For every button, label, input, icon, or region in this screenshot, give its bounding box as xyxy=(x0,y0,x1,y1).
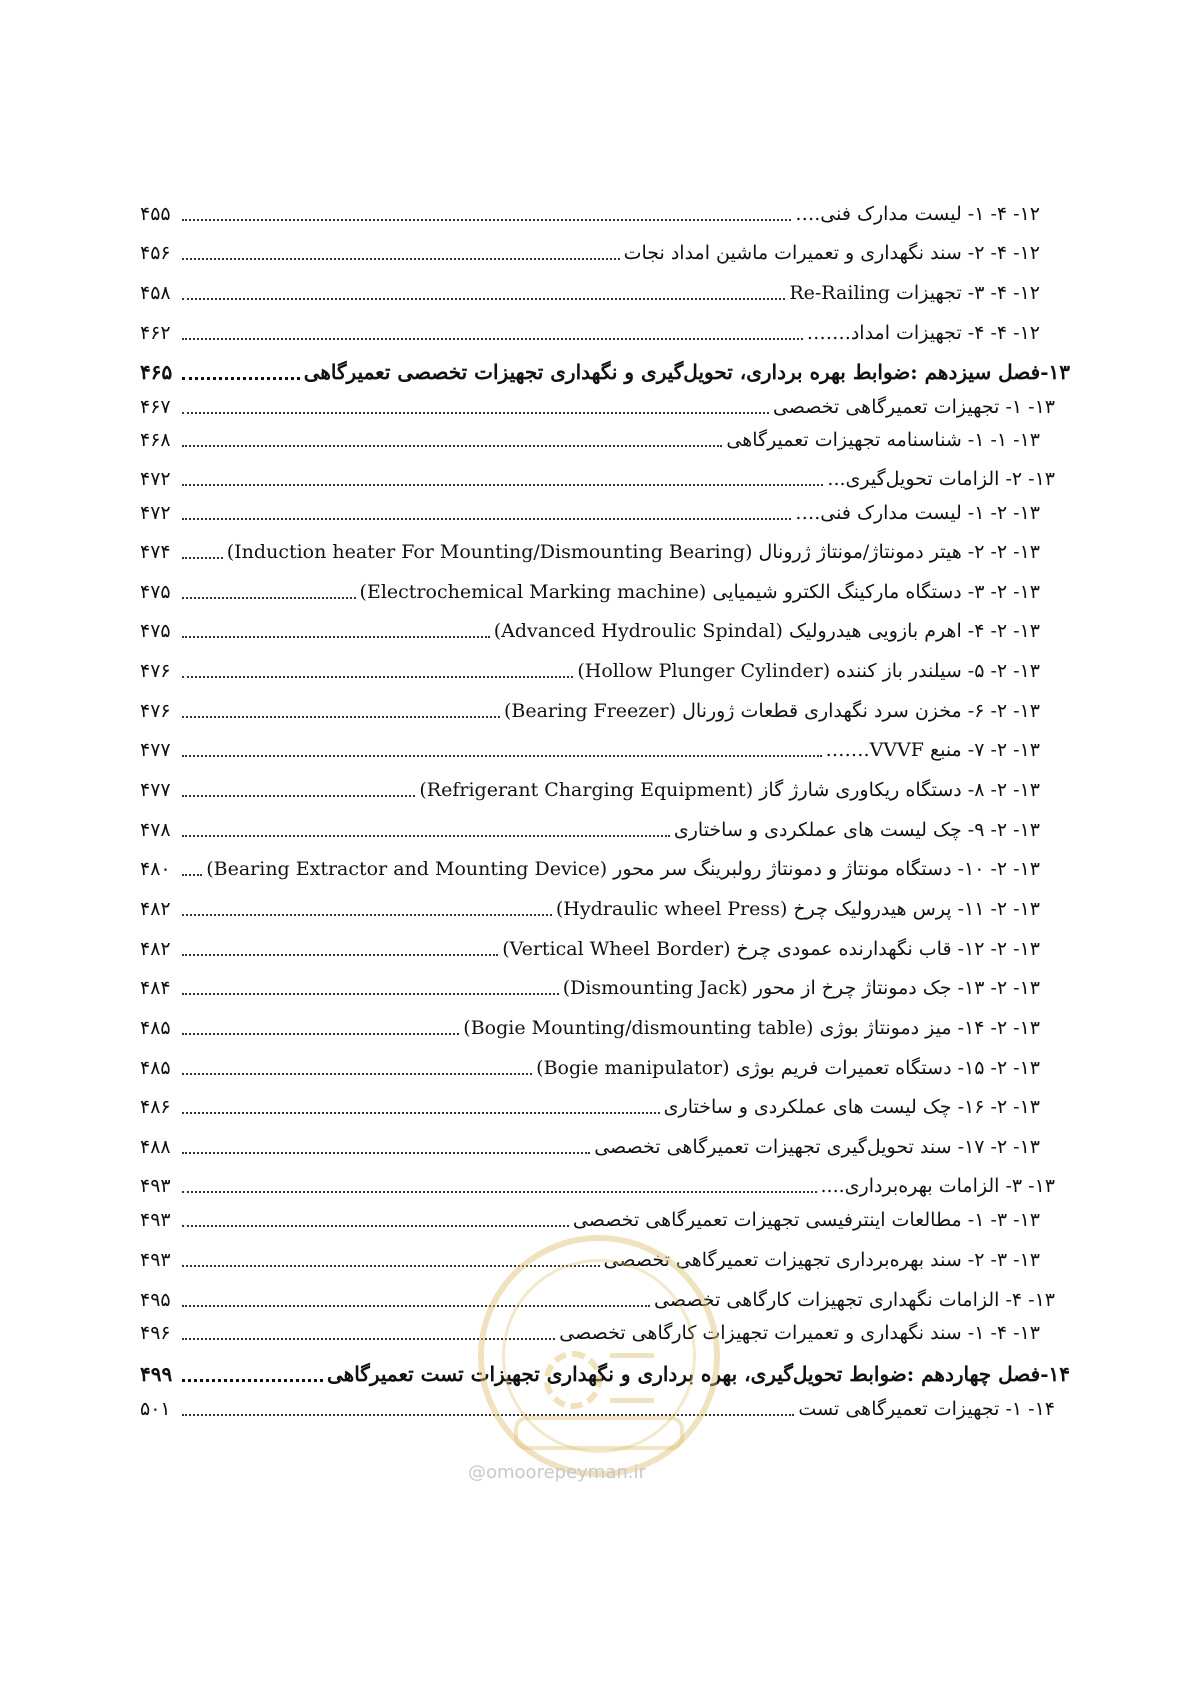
toc-page-number: ۴۷۷ xyxy=(140,739,171,761)
toc-entry-title: ۱۳- ۲- ۱۲- قاب نگهدارنده عمودی چرخ (Vertical Wheel Border) xyxy=(502,938,1040,960)
watermark-url: @omoorepeyman.ir xyxy=(468,1462,646,1483)
toc-entry-title: ۱۳- ۳- ۲- سند بهره‌برداری تجهیزات تعمیرگاهی تخصصی xyxy=(603,1249,1040,1271)
toc-entry-title: ۱۳- ۲- ۱۳- جک دمونتاژ چرخ از محور (Dismounting Jack) xyxy=(562,977,1040,999)
toc-row[interactable] xyxy=(140,1203,1040,1237)
dot-leader xyxy=(182,412,769,414)
toc-entry-title: ۱۲- ۴- ۴- تجهیزات امداد.…… xyxy=(806,322,1040,344)
toc-page-number: ۴۹۳ xyxy=(140,1175,171,1197)
toc-entry-title: ۱۳- ۲- ۱۱- پرس هیدرولیک چرخ (Hydraulic wheel Press) xyxy=(555,898,1040,920)
dot-leader xyxy=(182,377,300,380)
toc-entry-title: ۱۳- ۲- ۱۵- دستگاه تعمیرات فریم بوژی (Bogie manipulator) xyxy=(536,1057,1040,1079)
toc-entry-title: ۱۳- ۲- ۷- منبع VVVF.…… xyxy=(825,739,1040,761)
toc-page-number: ۴۵۸ xyxy=(140,282,171,304)
toc-row[interactable] xyxy=(140,1051,1040,1085)
toc-row[interactable] xyxy=(140,535,1040,569)
toc-page-number: ۴۷۶ xyxy=(140,660,171,682)
toc-page-number: ۴۹۵ xyxy=(140,1289,171,1311)
toc-entry-title: ۱۲- ۴- ۲- سند نگهداری و تعمیرات ماشین امداد نجات xyxy=(623,242,1040,264)
toc-row[interactable] xyxy=(140,496,1040,530)
dot-leader xyxy=(182,557,223,559)
toc-page-number: ۴۶۲ xyxy=(140,322,171,344)
toc-entry-title: ۱۴- ۱- تجهیزات تعمیرگاهی تست xyxy=(798,1398,1055,1420)
toc-row[interactable] xyxy=(140,733,1040,767)
toc-row[interactable] xyxy=(140,1283,1055,1317)
dot-leader xyxy=(182,1073,532,1075)
toc-entry-title: ۱۳- ۲- ۵- سیلندر باز کننده (Hollow Plunger Cylinder) xyxy=(577,660,1040,682)
toc-entry-title: ۱۳- ۲- ۲- هیتر دمونتاژ/مونتاژ ژرونال (Induction heater For Mounting/Dismounting Bearing) xyxy=(226,541,1040,563)
toc-row[interactable] xyxy=(140,694,1040,728)
toc-entry-title: ۱۳- ۱- ۱- شناسنامه تجهیزات تعمیرگاهی xyxy=(726,429,1040,451)
dot-leader xyxy=(182,1152,590,1154)
toc-page-number: ۴۶۸ xyxy=(140,429,171,451)
toc-row[interactable] xyxy=(140,236,1040,270)
toc-page-number: ۴۹۶ xyxy=(140,1322,171,1344)
toc-chapter-row[interactable] xyxy=(140,1357,1070,1391)
toc-entry-title: ۱۳- ۲- ۱۶- چک لیست های عملکردی و ساختاری xyxy=(663,1096,1040,1118)
toc-page-number: ۴۷۲ xyxy=(140,502,171,524)
toc-row[interactable] xyxy=(140,276,1040,310)
toc-page-number: ۴۷۵ xyxy=(140,620,171,642)
toc-entry-title: ۱۳- ۱- تجهیزات تعمیرگاهی تخصصی xyxy=(772,396,1055,418)
toc-row[interactable] xyxy=(140,1130,1040,1164)
toc-entry-title: ۱۳- ۲- ۶- مخزن سرد نگهداری قطعات ژورنال (Bearing Freezer) xyxy=(503,700,1040,722)
toc-page-number: ۴۷۶ xyxy=(140,700,171,722)
toc-row[interactable] xyxy=(140,316,1040,350)
toc-entry-title: ۱۲- ۴- ۳- تجهیزات Re-Railing xyxy=(789,282,1040,304)
toc-entry-title: ۱۳- ۳- ۱- مطالعات اینترفیسی تجهیزات تعمیرگاهی تخصصی xyxy=(572,1209,1040,1231)
dot-leader xyxy=(182,445,722,447)
toc-row[interactable] xyxy=(140,1011,1040,1045)
toc-page-number: ۴۷۲ xyxy=(140,468,171,490)
dot-leader xyxy=(182,716,500,718)
dot-leader xyxy=(182,258,620,260)
toc-page-number: ۴۸۲ xyxy=(140,938,171,960)
dot-leader xyxy=(182,484,823,486)
toc-row[interactable] xyxy=(140,1316,1040,1350)
dot-leader xyxy=(182,1033,459,1035)
dot-leader xyxy=(182,874,202,876)
toc-row[interactable] xyxy=(140,197,1040,231)
toc-row[interactable] xyxy=(140,390,1055,424)
toc-chapter-title: ۱۴-فصل چهاردهم :ضوابط تحویل‌گیری، بهره برداری و نگهداری تجهیزات تست تعمیرگاهی xyxy=(327,1362,1070,1386)
toc-row[interactable] xyxy=(140,892,1040,926)
toc-entry-title: ۱۲- ۴- ۱- لیست مدارک فنی.… xyxy=(795,203,1040,225)
dot-leader xyxy=(182,835,670,837)
toc-row[interactable] xyxy=(140,852,1040,886)
toc-page-number: ۴۵۵ xyxy=(140,203,171,225)
toc-page-number: ۴۸۰ xyxy=(140,858,171,880)
toc-page-number: ۴۷۵ xyxy=(140,581,171,603)
dot-leader xyxy=(182,993,559,995)
toc-page-number: ۴۷۴ xyxy=(140,541,171,563)
dot-leader xyxy=(182,1305,650,1307)
toc-entry-title: ۱۳- ۲- ۱۰- دستگاه مونتاژ و دمونتاژ رولبرینگ سر محور (Bearing Extractor and Mounting Device) xyxy=(206,858,1040,880)
toc-row[interactable] xyxy=(140,462,1055,496)
toc-page-number: ۴۸۶ xyxy=(140,1096,171,1118)
dot-leader xyxy=(182,1225,569,1227)
toc-entry-title: ۱۳- ۴- ۱- سند نگهداری و تعمیرات تجهیزات کارگاهی تخصصی xyxy=(559,1322,1040,1344)
toc-row[interactable] xyxy=(140,813,1040,847)
toc-entry-title: ۱۳- ۲- ۱۴- میز دمونتاژ بوژی (Bogie Mounting/dismounting table) xyxy=(463,1017,1040,1039)
toc-row[interactable] xyxy=(140,1090,1040,1124)
dot-leader xyxy=(182,676,573,678)
dot-leader xyxy=(182,219,791,221)
toc-row[interactable] xyxy=(140,423,1040,457)
toc-row[interactable] xyxy=(140,971,1040,1005)
toc-page-number: ۴۸۲ xyxy=(140,898,171,920)
toc-page-number: ۴۸۵ xyxy=(140,1017,171,1039)
dot-leader xyxy=(182,1414,794,1416)
toc-row[interactable] xyxy=(140,1392,1055,1426)
toc-page-number: ۴۷۷ xyxy=(140,779,171,801)
dot-leader xyxy=(182,597,356,599)
toc-page-number: ۵۰۱ xyxy=(140,1398,171,1420)
dot-leader xyxy=(182,1338,555,1340)
toc-entry-title: ۱۳- ۲- ۱- لیست مدارک فنی.… xyxy=(795,502,1040,524)
toc-chapter-title: ۱۳-فصل سیزدهم :ضوابط بهره برداری، تحویل‌گیری و نگهداری تجهیزات تخصصی تعمیرگاهی xyxy=(303,360,1070,384)
toc-page-number: ۴۸۴ xyxy=(140,977,171,999)
dot-leader xyxy=(182,795,415,797)
toc-entry-title: ۱۳- ۲- الزامات تحویل‌گیری... xyxy=(827,468,1055,490)
dot-leader xyxy=(182,338,803,340)
toc-entry-title: ۱۳- ۲- ۹- چک لیست های عملکردی و ساختاری xyxy=(673,819,1040,841)
dot-leader xyxy=(182,1191,817,1193)
dot-leader xyxy=(182,755,822,757)
dot-leader xyxy=(182,914,552,916)
toc-page-number: ۴۶۷ xyxy=(140,396,171,418)
toc-row[interactable] xyxy=(140,614,1040,648)
toc-entry-title: ۱۳- ۴- الزامات نگهداری تجهیزات کارگاهی تخصصی xyxy=(654,1289,1055,1311)
toc-row[interactable] xyxy=(140,1169,1055,1203)
toc-entry-title: ۱۳- ۳- الزامات بهره‌برداری.... xyxy=(820,1175,1055,1197)
dot-leader xyxy=(182,518,791,520)
toc-page-number: ۴۹۳ xyxy=(140,1209,171,1231)
dot-leader xyxy=(182,298,785,300)
toc-entry-title: ۱۳- ۲- ۴- اهرم بازویی هیدرولیک (Advanced Hydroulic Spindal) xyxy=(493,620,1040,642)
toc-page-number: ۴۵۶ xyxy=(140,242,171,264)
toc-page-number: ۴۸۵ xyxy=(140,1057,171,1079)
toc-page-number: ۴۶۵ xyxy=(140,360,173,384)
watermark-url-text: omoorepeyman.ir xyxy=(486,1462,646,1483)
toc-page-number: ۴۷۸ xyxy=(140,819,171,841)
dot-leader xyxy=(182,954,498,956)
toc-row[interactable] xyxy=(140,932,1040,966)
toc-entry-title: ۱۳- ۲- ۱۷- سند تحویل‌گیری تجهیزات تعمیرگاهی تخصصی xyxy=(594,1136,1040,1158)
toc-entry-title: ۱۳- ۲- ۸- دستگاه ریکاوری شارژ گاز (Refrigerant Charging Equipment) xyxy=(419,779,1040,801)
toc-row[interactable] xyxy=(140,1243,1040,1277)
toc-row[interactable] xyxy=(140,654,1040,688)
dot-leader xyxy=(182,1265,600,1267)
toc-row[interactable] xyxy=(140,773,1040,807)
toc-chapter-row[interactable] xyxy=(140,355,1070,389)
dot-leader xyxy=(182,636,490,638)
toc-page-number: ۴۹۹ xyxy=(140,1362,173,1386)
dot-leader xyxy=(182,1379,323,1382)
toc-page-number: ۴۹۳ xyxy=(140,1249,171,1271)
toc-row[interactable] xyxy=(140,575,1040,609)
dot-leader xyxy=(182,1112,660,1114)
toc-entry-title: ۱۳- ۲- ۳- دستگاه مارکینگ الکترو شیمیایی (Electrochemical Marking machine) xyxy=(359,581,1040,603)
toc-page-number: ۴۸۸ xyxy=(140,1136,171,1158)
